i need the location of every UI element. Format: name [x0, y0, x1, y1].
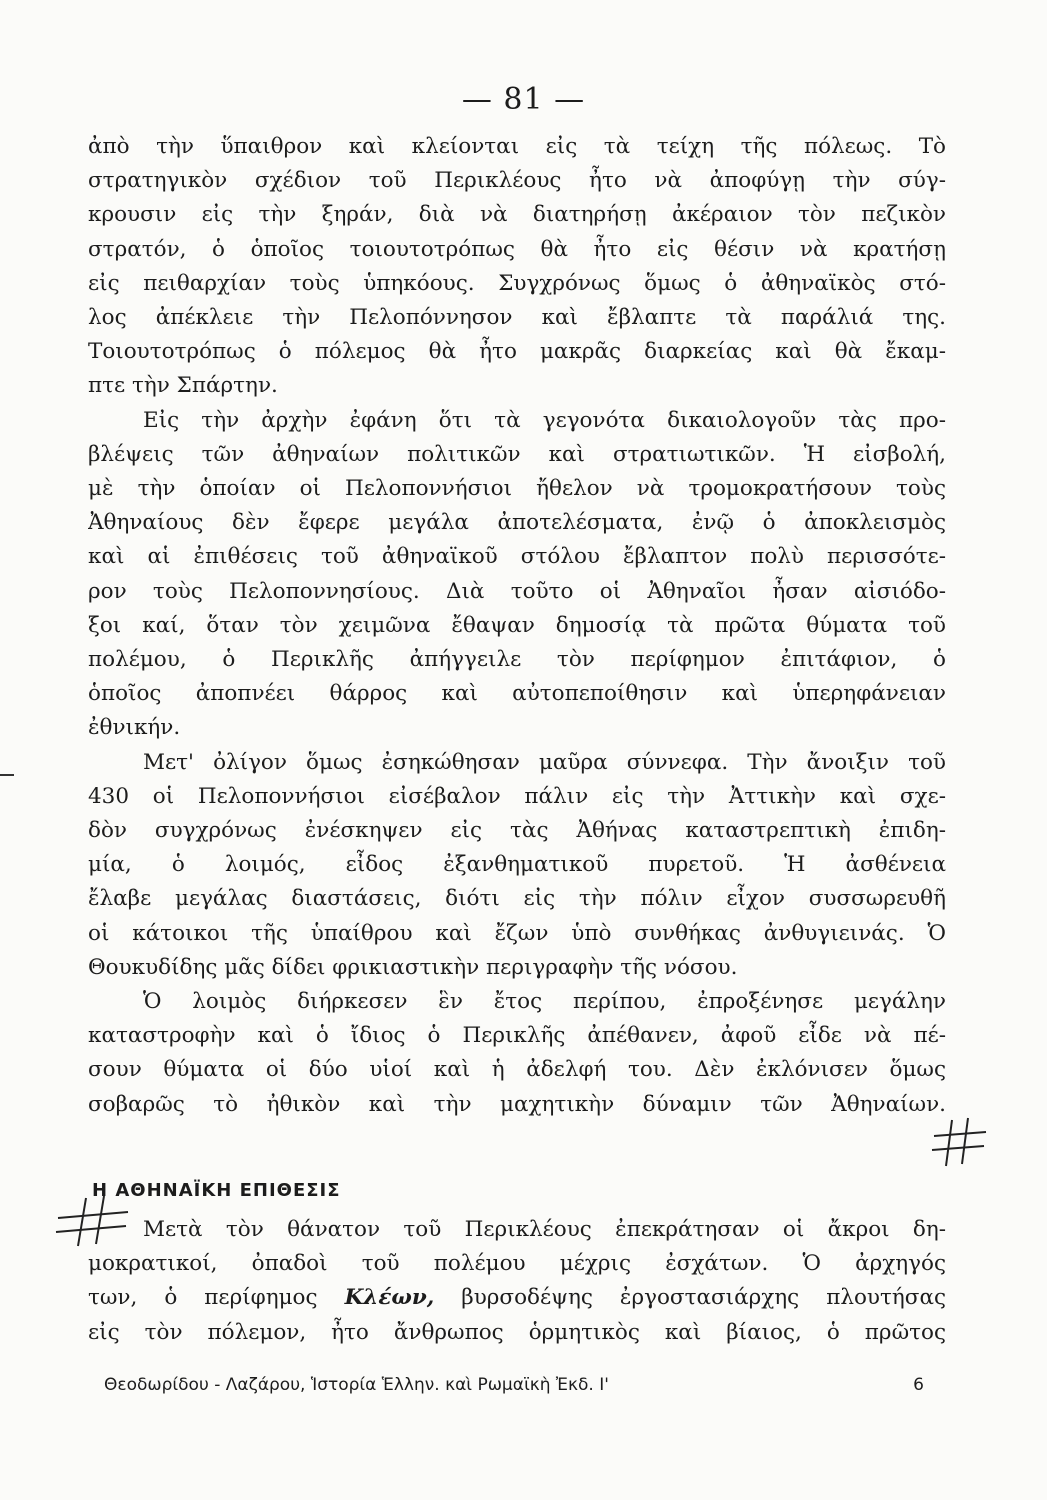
text-line: καὶ αἱ ἐπιθέσεις τοῦ ἀθηναϊκοῦ στόλου ἔβλαπτον πολὺ περισσότε- [88, 544, 946, 570]
text-line: Εἰς τὴν ἀρχὴν ἐφάνη ὅτι τὰ γεγονότα δικαιολογοῦν τὰς προ- [143, 407, 946, 433]
text-line: εἰς τὸν πόλεμον, ἦτο ἄνθρωπος ὁρμητικὸς καὶ βίαιος, ὁ πρῶτος [88, 1319, 946, 1345]
text-fragment: βυρσοδέψης ἐργοστασιάρχης πλουτήσας [434, 1285, 946, 1311]
text-line: ὁποῖος ἀποπνέει θάρρος καὶ αὐτοπεποίθησιν καὶ ὑπερηφάνειαν [88, 681, 946, 707]
emphasized-name: Κλέων, [344, 1285, 435, 1311]
text-line: Ἀθηναίους δὲν ἔφερε μεγάλα ἀποτελέσματα, ἐνῷ ὁ ἀποκλεισμὸς [88, 510, 946, 536]
section-heading: Η ΑΘΗΝΑΪΚΗ ΕΠΙΘΕΣΙΣ [92, 1180, 341, 1201]
text-line: ἐθνικήν. [88, 715, 181, 741]
page-number: — 81 — [461, 82, 586, 117]
text-line: ρον τοὺς Πελοποννησίους. Διὰ τοῦτο οἱ Ἀθηναῖοι ἦσαν αἰσιόδο- [88, 578, 946, 604]
text-line: βλέψεις τῶν ἀθηναίων πολιτικῶν καὶ στρατιωτικῶν. Ἡ εἰσβολή, [88, 441, 946, 467]
text-line: εἰς πειθαρχίαν τοὺς ὑπηκόους. Συγχρόνως ὅμως ὁ ἀθηναϊκὸς στό- [88, 270, 946, 296]
text-fragment: των, ὁ περίφημος [88, 1285, 345, 1311]
text-line: πολέμου, ὁ Περικλῆς ἀπήγγειλε τὸν περίφημον ἐπιτάφιον, ὁ [88, 647, 946, 673]
hash-annotation-icon [930, 1112, 990, 1172]
footer-citation: Θεοδωρίδου - Λαζάρου, Ἱστορία Ἑλλην. καὶ Ρωμαϊκὴ Ἐκδ. Ι' [104, 1375, 609, 1395]
text-line: καταστροφὴν καὶ ὁ ἴδιος ὁ Περικλῆς ἀπέθανεν, ἀφοῦ εἶδε νὰ πέ- [88, 1023, 946, 1049]
text-line: πτε τὴν Σπάρτην. [88, 373, 278, 399]
text-line [88, 1281, 946, 1315]
text-line: δὸν συγχρόνως ἐνέσκηψεν εἰς τὰς Ἀθήνας καταστρεπτικὴ ἐπιδη- [88, 818, 946, 844]
text-line: ἀπὸ τὴν ὕπαιθρον καὶ κλείονται εἰς τὰ τείχη τῆς πόλεως. Τὸ [88, 134, 946, 159]
hash-annotation-icon [52, 1192, 132, 1252]
text-line: στρατηγικὸν σχέδιον τοῦ Περικλέους ἦτο νὰ ἀποφύγῃ τὴν σύγ- [88, 168, 946, 194]
text-line: μὲ τὴν ὁποίαν οἱ Πελοποννήσιοι ἤθελον νὰ τρομοκρατήσουν τοὺς [88, 476, 946, 502]
text-line: κρουσιν εἰς τὴν ξηράν, διὰ νὰ διατηρήσῃ ἀκέραιον τὸν πεζικὸν [88, 202, 946, 228]
text-line: μοκρατικοί, ὀπαδοὶ τοῦ πολέμου μέχρις ἐσχάτων. Ὁ ἀρχηγός [88, 1251, 946, 1277]
signature-number: 6 [913, 1375, 924, 1395]
text-line: στρατόν, ὁ ὁποῖος τοιουτοτρόπως θὰ ἦτο εἰς θέσιν νὰ κρατήσῃ [88, 236, 946, 262]
text-line: ξοι καί, ὅταν τὸν χειμῶνα ἔθαψαν δημοσίᾳ τὰ πρῶτα θύματα τοῦ [88, 612, 946, 638]
text-line: σουν θύματα οἱ δύο υἱοί καὶ ἡ ἀδελφή του. Δὲν ἐκλόνισεν ὅμως [88, 1057, 946, 1083]
footer [104, 1375, 924, 1395]
text-line: Ὁ λοιμὸς διήρκεσεν ἓν ἔτος περίπου, ἐπροξένησε μεγάλην [143, 989, 946, 1015]
main-text [88, 130, 946, 1122]
text-line: Μετ' ὀλίγον ὅμως ἐσηκώθησαν μαῦρα σύννεφα. Τὴν ἄνοιξιν τοῦ [143, 749, 946, 775]
text-line: μία, ὁ λοιμός, εἶδος ἐξανθηματικοῦ πυρετοῦ. Ἡ ἀσθένεια [88, 852, 946, 878]
text-line: ἔλαβε μεγάλας διαστάσεις, διότι εἰς τὴν πόλιν εἶχον συσσωρευθῆ [88, 886, 946, 912]
text-line: οἱ κάτοικοι τῆς ὑπαίθρου καὶ ἔζων ὑπὸ συνθήκας ἀνθυγιεινάς. Ὁ [88, 920, 946, 946]
section-text [88, 1213, 946, 1350]
text-line: σοβαρῶς τὸ ἠθικὸν καὶ τὴν μαχητικὴν δύναμιν τῶν Ἀθηναίων. [88, 1091, 946, 1117]
text-line: Τοιουτοτρόπως ὁ πόλεμος θὰ ἦτο μακρᾶς διαρκείας καὶ θὰ ἔκαμ- [88, 339, 946, 365]
margin-tick [0, 774, 14, 776]
text-line: Μετὰ τὸν θάνατον τοῦ Περικλέους ἐπεκράτησαν οἱ ἄκροι δη- [143, 1217, 946, 1242]
text-line: Θουκυδίδης μᾶς δίδει φρικιαστικὴν περιγραφὴν τῆς νόσου. [88, 954, 738, 980]
text-line: 430 οἱ Πελοποννήσιοι εἰσέβαλον πάλιν εἰς τὴν Ἀττικὴν καὶ σχε- [88, 783, 946, 809]
text-line: λος ἀπέκλειε τὴν Πελοπόννησον καὶ ἔβλαπτε τὰ παράλιά της. [88, 305, 946, 331]
